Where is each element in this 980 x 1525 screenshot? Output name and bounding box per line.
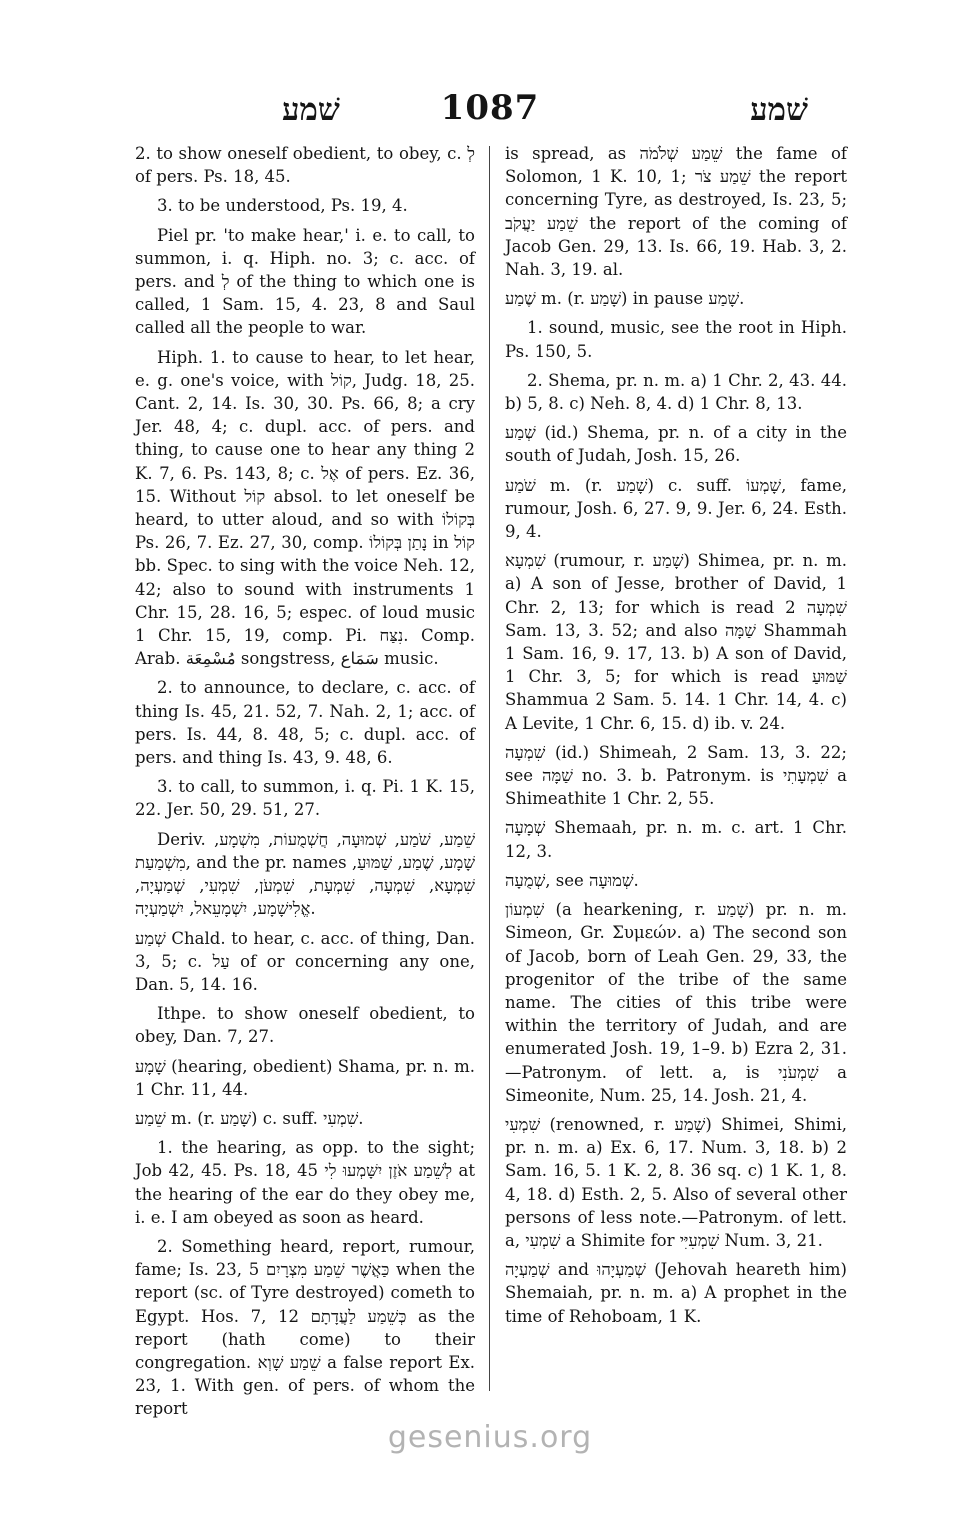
right-column	[505, 142, 847, 1390]
left-column	[135, 142, 476, 1419]
entry-paragraph: 2. Shema, pr. n. m. a) 1 Chr. 2, 43. 44. b) 5, 8. c) Neh. 8, 4. d) 1 Chr. 8, 13.	[505, 370, 847, 414]
page-header	[130, 88, 850, 138]
entry-paragraph: Deriv. שֵׁמַע, שֹׁמַע, שְׁמוּעָה, חֲשְׁמֻעוֹת, מִשְׁמָע, מִשְׁמַעַת, and the pr. names שָׁמָע, שֶׁמַע, שַׁמּוּעַ, שִׁמְעָא, שִׁמְעָה, שִׁמְעָת, שִׁמְעֹן, שִׁמְעִי, שְׁמַעְיָה, אֱלִישָׁמָע, יִשְׁמָעֵאל, יִשְׁמַעְיָה.	[135, 829, 475, 919]
entry-paragraph: Hiph. 1. to cause to hear, to let hear, e. g. one's voice, with קוֹל, Judg. 18, 25. Cant. 2, 14. Is. 30, 30. Ps. 66, 8; a cry Jer. 48, 4; c. dupl. acc. of pers. and thing, to cause one to hear any thing 2 K. 7, 6. Ps. 143, 8; c. אֶל of pers. Ez. 36, 15. Without קוֹל absol. to let oneself be heard, to utter aloud, and so with בְּקוֹלוֹ Ps. 26, 7. Ez. 27, 30, comp. נָתַן בְּקוֹלוֹ in קוֹל bb. Spec. to sing with the voice Neh. 12, 42; also to sound with instruments 1 Chr. 15, 28. 16, 5; espec. of loud music 1 Chr. 15, 19, comp. Pi. נִצַּח. Comp. Arab. مُسْمِعَة songstress, سَمَاع music.	[135, 347, 475, 669]
dictionary-entry: שְׁמֻעָה, see שְׁמוּעָה.	[505, 870, 639, 890]
dictionary-entry: שִׁמְעָה (id.) Shimeah, 2 Sam. 13, 3. 22; see שַׁמָּה no. 3. b. Patronym. is שִׁמְעָתִי a Shimeathite 1 Chr. 2, 55.	[505, 742, 847, 809]
dictionary-entry: שָׁמָע (hearing, obedient) Shama, pr. n. m. 1 Chr. 11, 44.	[135, 1056, 475, 1099]
dictionary-entry: שִׁמְעָא (rumour, r. שָׁמַע) Shimea, pr. n. m. a) A son of Jesse, brother of David, 1 Chr. 2, 13; for which is read שִׁמְעָה 2 Sam. 13, 3. 52; and also שַׁמָּה Shammah 1 Sam. 16, 9. 17, 13. b) A son of David, 1 Chr. 3, 5; for which is read שַׁמּוּעַ Shammua 2 Sam. 5. 14. 1 Chr. 14, 4. c) A Levite, 1 Chr. 6, 15. d) ib. v. 24.	[505, 551, 847, 733]
entry-paragraph: 3. to call, to summon, i. q. Pi. 1 K. 15, 22. Jer. 50, 29. 51, 27.	[135, 777, 475, 820]
dictionary-entry: שְׁמַעְיָה and שְׁמַעְיָהוּ (Jehovah heareth him) Shemaiah, pr. n. m. a) A prophet in the time of Rehoboam, 1 K.	[505, 1260, 847, 1326]
entry-paragraph: 2. to show oneself obedient, to obey, c. לְ of pers. Ps. 18, 45.	[135, 144, 475, 187]
entry-paragraph: 2. Something heard, report, rumour, fame; Is. 23, 5 כַּאֲשֶׁר שֵׁמַע מִצְרָיִם when the report (sc. of Tyre destroyed) cometh to Egypt. Hos. 7, 12 כְּשֵׁמַע לַעֲדָתָם as the report (hath come) to their congregation. שֵׁמַע שָׁוְא a false report Ex. 23, 1. With gen. of pers. of whom the report	[135, 1236, 476, 1419]
page-number: 1087	[440, 88, 540, 128]
entry-paragraph: 2. to announce, to declare, c. acc. of thing Is. 45, 21. 52, 7. Nah. 2, 1; acc. of pers. Is. 44, 8. 48, 5; c. dupl. acc. of pers. and thing Is. 43, 9. 48, 6.	[135, 678, 475, 768]
entry-paragraph: Ithpe. to show oneself obedient, to obey, Dan. 7, 27.	[135, 1004, 475, 1047]
entry-paragraph: 1. sound, music, see the root in Hiph. Ps. 150, 5.	[505, 318, 847, 361]
header-headword-left: שׁמע	[282, 92, 340, 128]
dictionary-entry: שְׁמַע (id.) Shema, pr. n. of a city in the south of Judah, Josh. 15, 26.	[505, 423, 847, 466]
footer-watermark: gesenius.org	[387, 1420, 593, 1455]
dictionary-entry: שְׁמַע Chald. to hear, c. acc. of thing, Dan. 3, 5; c. עַל of or concerning any one, Dan. 5, 14. 16.	[135, 928, 475, 994]
dictionary-entry: שְׁמָעָה Shemaah, pr. n. m. c. art. 1 Chr. 12, 3.	[505, 818, 847, 861]
entry-paragraph: 3. to be understood, Ps. 19, 4.	[157, 196, 408, 216]
dictionary-entry: שִׁמְעוֹן (a hearkening, r. שָׁמַע) pr. n. m. Simeon, Gr. Συμεών. a) The second son of Jacob, born of Leah Gen. 29, 33, the progenitor of the tribe of the same name. The cities of this tribe were within the territory of Judah, and are enumerated Josh. 19, 1–9. b) Ezra 2, 31.—Patronym. of lett. a, is שִׁמְעֹנִי a Simeonite, Num. 25, 14. Josh. 21, 4.	[505, 900, 847, 1105]
dictionary-entry: שֹׁמַע m. (r. שָׁמַע) c. suff. שָׁמְעוֹ, fame, rumour, Josh. 6, 27. 9, 9. Jer. 6, 24. Esth. 9, 4.	[505, 475, 848, 542]
dictionary-entry: שֶׁמַע m. (r. שָׁמַע) in pause שָׁמַע.	[505, 289, 745, 309]
column-divider	[489, 146, 490, 1391]
header-headword-right: שׁמע	[750, 92, 808, 128]
entry-paragraph: is spread, as שֵׁמַע שְׁלֹמֹה the fame of Solomon, 1 K. 10, 1; שֵׁמַע צֹר the report concerning Tyre, as destroyed, Is. 23, 5; שֵׁמַע יַעֲקֹב the report of the coming of Jacob Gen. 29, 13. Is. 66, 19. Hab. 3, 2. Nah. 3, 19. al.	[505, 144, 848, 280]
dictionary-entry: שֵׁמַע m. (r. שָׁמַע) c. suff. שִׁמְעִי.	[135, 1108, 364, 1128]
dictionary-entry: שִׁמְעִי (renowned, r. שָׁמַע) Shimei, Shimi, pr. n. m. a) Ex. 6, 17. Num. 3, 18. b) 2 Sam. 16, 5. 1 K. 2, 8. 36 sq. c) 1 K. 1, 8. 4, 18. d) Esth. 2, 5. Also of several other persons of less note.—Patronym. of lett. a, שִׁמְעִי a Shimite for שִׁמְעִיִּי Num. 3, 21.	[505, 1114, 847, 1250]
entry-paragraph: Piel pr. 'to make hear,' i. e. to call, to summon, i. q. Hiph. no. 3; c. acc. of pers. and לְ of the thing to which one is called, 1 Sam. 15, 4. 23, 8 and Saul called all the people to war.	[135, 225, 475, 338]
entry-paragraph: 1. the hearing, as opp. to the sight; Job 42, 45. Ps. 18, 45 לְשֵׁמַע אֹזֶן יִשָּׁמְעוּ לִי at the hearing of the ear do they obey me, i. e. I am obeyed as soon as heard.	[135, 1138, 475, 1227]
